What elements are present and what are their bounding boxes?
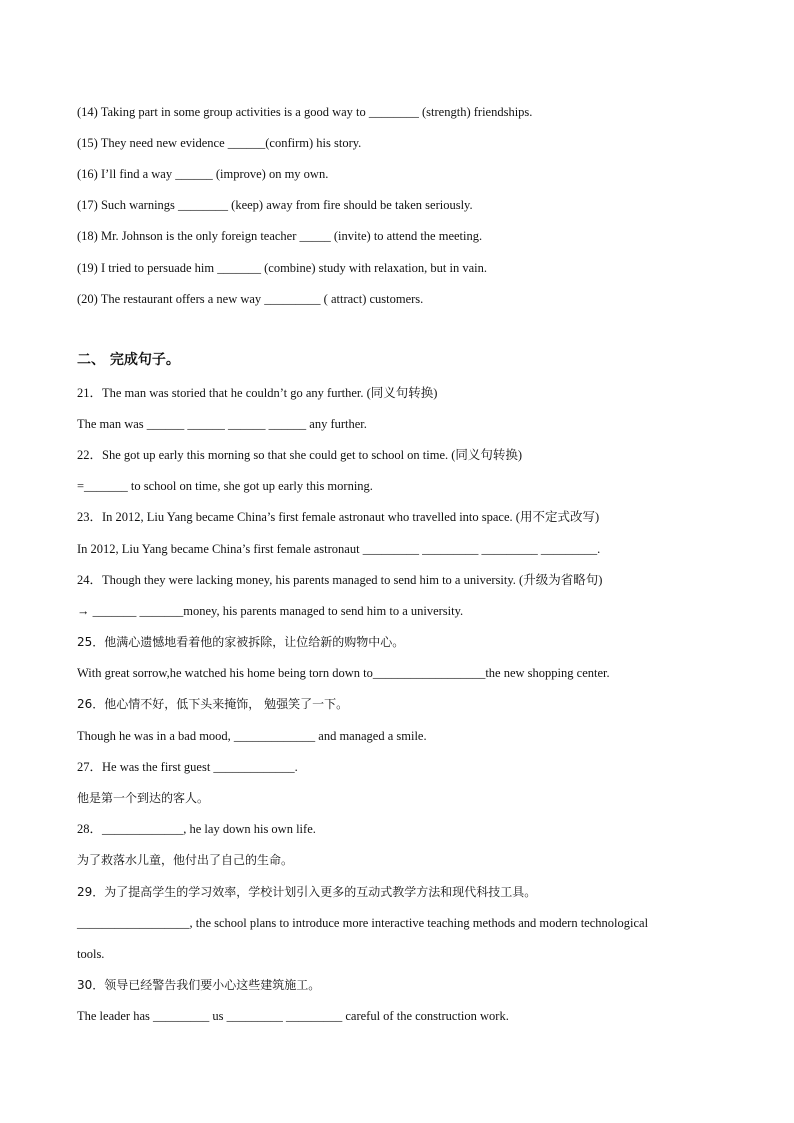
question-26-answer: Though he was in a bad mood, _____________ and managed a smile. — [77, 729, 427, 743]
question-18: (18) Mr. Johnson is the only foreign teacher _____ (invite) to attend the meeting. — [77, 229, 483, 243]
question-30-prompt: 30．领导已经警告我们要小心这些建筑施工。 — [77, 978, 321, 992]
question-20: (20) The restaurant offers a new way _________ ( attract) customers. — [77, 292, 424, 306]
question-25-prompt: 25．他满心遗憾地看着他的家被拆除，让位给新的购物中心。 — [77, 635, 405, 649]
question-24-prompt: 24．Though they were lacking money, his parents managed to send him to a university. (升级为省略句) — [77, 573, 603, 587]
question-23-prompt: 23．In 2012, Liu Yang became China’s first female astronaut who travelled into space. (用不定式改写) — [77, 510, 600, 524]
question-28-translation: 为了救落水儿童，他付出了自己的生命。 — [77, 853, 294, 867]
question-16: (16) I’ll find a way ______ (improve) on my own. — [77, 167, 329, 181]
question-28-prompt: 28．_____________, he lay down his own life. — [77, 822, 316, 836]
question-22-prompt: 22．She got up early this morning so that she could get to school on time. (同义句转换) — [77, 448, 523, 462]
question-30-answer: The leader has _________ us _________ _________ careful of the construction work. — [77, 1009, 509, 1023]
question-19: (19) I tried to persuade him _______ (combine) study with relaxation, but in vain. — [77, 261, 487, 275]
question-25-answer: With great sorrow,he watched his home being torn down to__________________the new shopping center. — [77, 666, 610, 680]
question-21-prompt: 21．The man was storied that he couldn’t go any further. (同义句转换) — [77, 386, 438, 400]
question-24-answer: → _______ _______money, his parents managed to send him to a university. — [77, 604, 464, 618]
section-heading: 二、 完成句子。 — [77, 352, 180, 368]
question-23-answer: In 2012, Liu Yang became China’s first female astronaut _________ _________ _________ _________. — [77, 542, 601, 556]
question-26-prompt: 26．他心情不好，低下头来掩饰， 勉强笑了一下。 — [77, 697, 349, 711]
question-15: (15) They need new evidence ______(confirm) his story. — [77, 136, 362, 150]
question-29-prompt: 29．为了提高学生的学习效率，学校计划引入更多的互动式教学方法和现代科技工具。 — [77, 885, 537, 899]
question-22-answer: =_______ to school on time, she got up early this morning. — [77, 479, 373, 493]
question-27-prompt: 27．He was the first guest _____________. — [77, 760, 298, 774]
question-27-translation: 他是第一个到达的客人。 — [77, 791, 210, 805]
question-21-answer: The man was ______ ______ ______ ______ any further. — [77, 417, 367, 431]
question-14: (14) Taking part in some group activities is a good way to ________ (strength) friendships. — [77, 105, 533, 119]
question-17: (17) Such warnings ________ (keep) away from fire should be taken seriously. — [77, 198, 473, 212]
question-29-answer-cont: tools. — [77, 947, 105, 961]
question-29-answer: __________________, the school plans to introduce more interactive teaching methods and modern technological — [77, 916, 649, 930]
